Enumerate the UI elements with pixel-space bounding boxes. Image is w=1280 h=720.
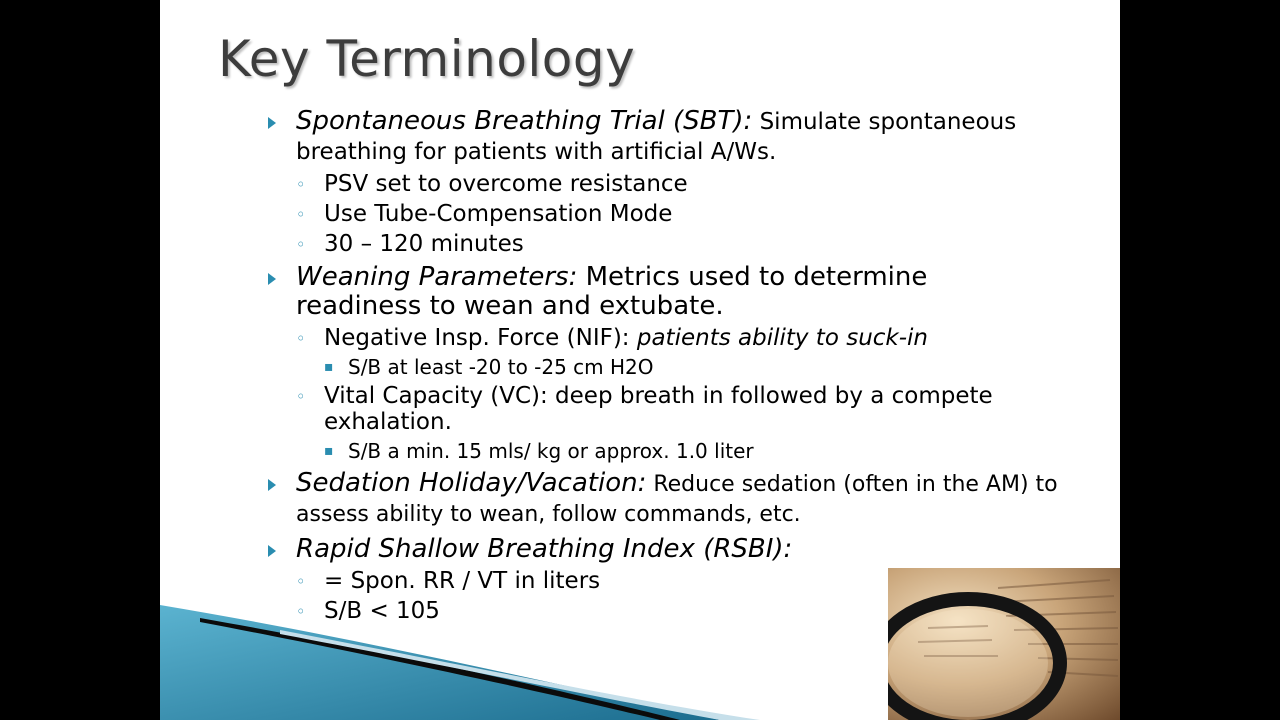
bullet-sedation-holiday [268, 469, 1058, 529]
magnifying-glass-photo [888, 568, 1120, 720]
triangle-bullet-icon [268, 263, 276, 285]
term-description: Metrics used to determine readiness to wean and extubate. [296, 262, 928, 321]
term-label: Sedation Holiday/Vacation: [296, 468, 647, 498]
sub-bullet-text: PSV set to overcome resistance [324, 171, 688, 197]
term-label: Spontaneous Breathing Trial (SBT): [296, 106, 753, 136]
sub-bullet [268, 325, 1058, 351]
circle-bullet-icon: ◦ [296, 205, 306, 224]
term-description: Reduce sedation (often in the AM) to assess ability to wean, follow commands, etc. [296, 472, 1058, 527]
triangle-bullet-icon [268, 535, 276, 557]
sub-bullet-text: Vital Capacity (VC): deep breath in followed by a compete exhalation. [324, 383, 993, 435]
sub-sub-bullet-text: S/B at least -20 to -25 cm H2O [348, 355, 654, 379]
slide [160, 0, 1120, 720]
circle-bullet-icon: ◦ [296, 387, 306, 406]
triangle-bullet-icon [268, 469, 276, 491]
circle-bullet-icon: ◦ [296, 572, 306, 591]
sub-bullet-text: 30 – 120 minutes [324, 231, 524, 257]
triangle-bullet-icon [268, 107, 276, 129]
sub-bullet-text: Use Tube-Compensation Mode [324, 201, 673, 227]
circle-bullet-icon: ◦ [296, 329, 306, 348]
slide-title: Key Terminology [218, 30, 636, 88]
bullet-weaning-parameters [268, 263, 1058, 321]
term-label: Weaning Parameters: [296, 262, 578, 292]
circle-bullet-icon: ◦ [296, 602, 306, 621]
sub-bullet [268, 383, 1058, 435]
sub-bullet-text: S/B < 105 [324, 598, 440, 624]
square-bullet-icon: ▪ [324, 443, 334, 459]
sub-sub-bullet [268, 439, 1058, 463]
square-bullet-icon: ▪ [324, 359, 334, 375]
sub-bullet-text: Negative Insp. Force (NIF): [324, 325, 637, 351]
sub-bullet-emphasis: patients ability to suck-in [636, 325, 928, 351]
sub-bullet [268, 231, 1058, 257]
sub-bullet-text: = Spon. RR / VT in liters [324, 568, 601, 594]
sub-bullet [268, 201, 1058, 227]
slide-content [268, 103, 1058, 624]
circle-bullet-icon: ◦ [296, 235, 306, 254]
term-label: Rapid Shallow Breathing Index (RSBI): [296, 534, 793, 564]
magnifying-glass-icon [888, 568, 1120, 720]
sub-sub-bullet-text: S/B a min. 15 mls/ kg or approx. 1.0 liter [348, 439, 754, 463]
circle-bullet-icon: ◦ [296, 175, 306, 194]
sub-sub-bullet [268, 355, 1058, 379]
sub-bullet [268, 171, 1058, 197]
term-description: Simulate spontaneous breathing for patients with artificial A/Ws. [296, 109, 1017, 165]
bullet-rsbi [268, 535, 1058, 564]
bullet-sbt [268, 107, 1058, 167]
